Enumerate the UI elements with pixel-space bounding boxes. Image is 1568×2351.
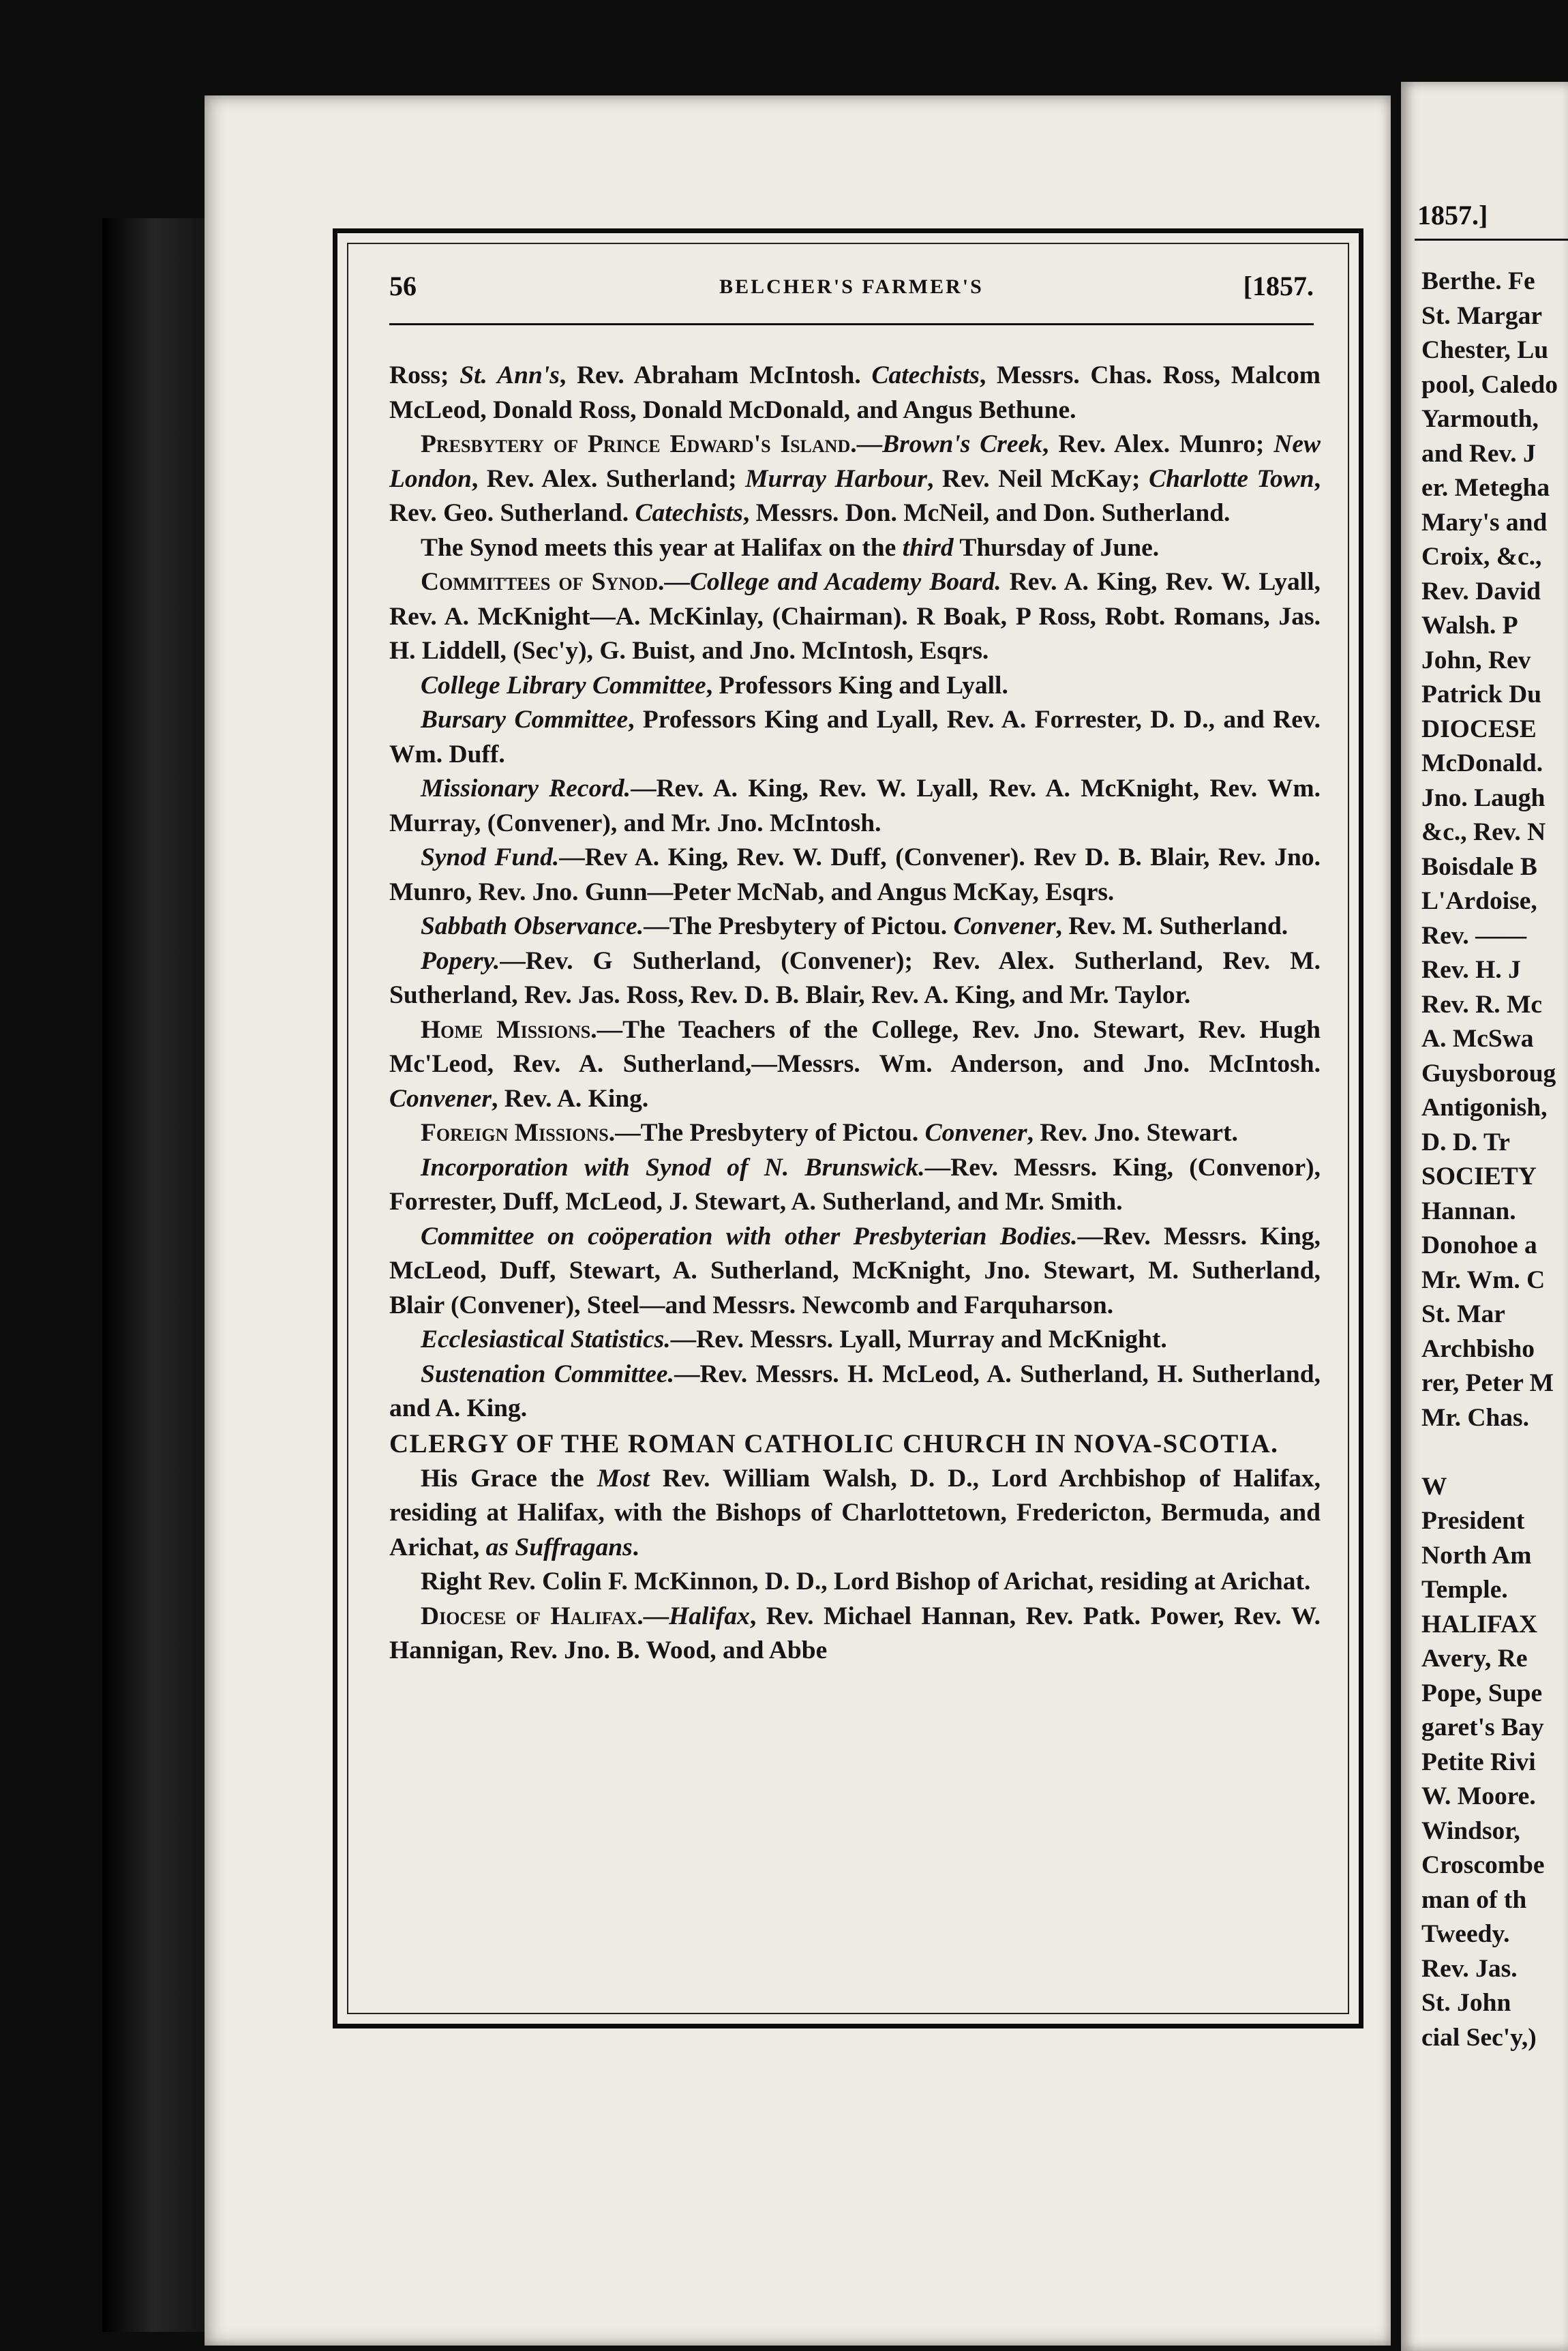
right-page-line: Boisdale B [1421,852,1537,881]
italic-text: Convener [389,1084,492,1113]
right-page-line: Croix, &c., [1421,543,1542,571]
italic-text: Catechists [635,499,743,527]
right-page-year: 1857.] [1417,200,1488,230]
text-run: — [664,568,690,596]
text-run: — [856,430,883,458]
paragraph [389,565,1321,669]
right-page-line: HALIFAX [1421,1610,1538,1638]
paragraph [389,703,1321,772]
right-page-line: Hannan. [1421,1197,1516,1225]
paragraph [389,1151,1321,1220]
right-page-line: rer, Peter M [1421,1369,1554,1397]
right-page-line: President [1421,1507,1525,1535]
right-page-line: Rev. Jas. [1421,1954,1518,1983]
paragraph [389,1116,1321,1151]
right-page-line: garet's Bay [1421,1713,1544,1741]
small-caps-text: Committees of Synod. [421,568,665,596]
italic-text: New London [389,430,1321,493]
right-page-line: Berthe. Fe [1421,267,1535,295]
small-caps-text: Diocese of Halifax. [421,1602,644,1630]
right-page-line: McDonald. [1421,749,1543,777]
right-page-line: Avery, Re [1421,1645,1528,1673]
paragraph [389,359,1321,428]
paragraph [389,1358,1321,1426]
paragraph [389,841,1321,910]
italic-text: Halifax [669,1602,750,1630]
small-caps-text: Home Missions. [421,1015,597,1044]
italic-text: Synod Fund. [421,843,560,871]
text-run: —Rev. Messrs. H. McLeod, A. Sutherland, H. Sutherland, and A. King. [389,1360,1321,1422]
paragraph [389,910,1321,944]
right-page-line: SOCIETY [1421,1163,1537,1191]
italic-text: Convener [924,1119,1027,1147]
right-page-lines [1421,265,1558,2055]
right-page-line: Croscombe [1421,1851,1545,1879]
right-page-line: Chester, Lu [1421,336,1549,364]
small-caps-text: Foreign Missions. [421,1119,616,1147]
right-page-line: Pope, Supe [1421,1679,1543,1707]
paragraph [389,1600,1321,1668]
right-page-line: W [1421,1472,1447,1501]
right-page-line: and Rev. J [1421,439,1536,468]
paragraph [389,531,1321,566]
right-page-line: Mr. Chas. [1421,1403,1530,1432]
text-run: Rev. William Walsh, D. D., Lord Archbishop of Halifax, residing at Halifax, with the Bishops of Charlottetown, Fredericton, Bermuda, and Arichat, [389,1464,1321,1561]
text-run: —Rev. Messrs. Lyall, Murray and McKnight. [670,1326,1167,1353]
body-text [389,359,1321,1668]
text-run: , Professors King and Lyall, Rev. A. Forrester, D. D., and Rev. Wm. Duff. [389,706,1321,768]
text-run: —Rev. Messrs. King, (Convenor), Forrester, Duff, McLeod, J. Stewart, A. Sutherland, and Mr. Smith. [389,1153,1321,1216]
right-page-line: L'Ardoise, [1421,887,1537,915]
right-page-line: Petite Rivi [1421,1748,1536,1776]
italic-text: St. Ann's [459,361,560,389]
right-page-line: Walsh. P [1421,612,1518,640]
text-run: —The Teachers of the College, Rev. Jno. Stewart, Rev. Hugh Mc'Leod, Rev. A. Sutherland,—Messrs. Wm. Anderson, and Jno. McIntosh. [389,1015,1321,1078]
right-page-line: Windsor, [1421,1816,1520,1845]
text-run: Thursday of June. [953,533,1160,562]
italic-text: Murray Harbour [745,464,927,493]
italic-text: third [902,533,954,562]
right-page-line: DIOCESE [1421,715,1537,743]
paragraph [389,772,1321,841]
text-run: , Rev. Michael Hannan, Rev. Patk. Power, Rev. W. Hannigan, Rev. Jno. B. Wood, and Abbe [389,1602,1321,1664]
paragraph [389,1013,1321,1117]
text-run: , Messrs. Don. McNeil, and Don. Sutherland. [742,499,1231,527]
right-page-line: North Am [1421,1541,1532,1570]
italic-text: Missionary Record. [421,775,631,803]
paragraph [389,1565,1321,1600]
italic-text: Brown's Creek [882,430,1042,458]
text-run: , Rev. Alex. Munro; [1042,430,1274,458]
paragraph [389,944,1321,1013]
text-run: , Rev. Neil McKay; [926,464,1149,493]
right-page-line: St. Margar [1421,301,1543,330]
right-page-line: Rev. H. J [1421,956,1521,984]
paragraph [389,1462,1321,1566]
italic-text: as Suffragans [485,1533,633,1561]
text-run: —Rev. A. King, Rev. W. Lyall, Rev. A. McKnight, Rev. Wm. Murray, (Convener), and Mr. Jno. McIntosh. [389,775,1321,837]
right-page-line: Yarmouth, [1421,405,1539,433]
right-page-line: Rev. R. Mc [1421,990,1543,1019]
running-title: BELCHER'S FARMER'S [719,275,984,298]
text-run: Right Rev. Colin F. McKinnon, D. D., Lord Bishop of Arichat, residing at Arichat. [421,1568,1311,1596]
text-run: —The Presbytery of Pictou. [644,912,954,940]
right-page-header-rule [1415,239,1568,241]
right-page-line [1421,1435,1558,1470]
text-run: —Rev. G Sutherland, (Convener); Rev. Alex. Sutherland, Rev. M. Sutherland, Rev. Jas. Ross, Rev. D. B. Blair, Rev. A. King, and Mr. Taylor. [389,946,1321,1009]
right-page-line: Archbisho [1421,1334,1535,1363]
text-run: Rev. A. King, Rev. W. Lyall, Rev. A. McKnight—A. McKinlay, (Chairman). R Boak, P Ross, Robt. Romans, Jas. H. Liddell, (Sec'y), G. Buist, and Jno. McIntosh, Esqrs. [389,568,1321,665]
right-page-line: Mary's and [1421,508,1548,537]
right-page-line: Mr. Wm. C [1421,1266,1546,1294]
header-year: [1857. [1243,271,1314,301]
italic-text: Popery. [421,946,500,975]
text-run: , Rev. Abraham McIntosh. [559,361,872,389]
right-page-line: cial Sec'y,) [1421,2023,1537,2052]
italic-text: Incorporation with Synod of N. Brunswick. [421,1153,925,1182]
right-page-line: Donohoe a [1421,1231,1537,1259]
italic-text: Committee on coöperation with other Presbyterian Bodies. [421,1222,1078,1251]
italic-text: Most [597,1464,650,1493]
italic-text: Charlotte Town [1149,464,1314,493]
paragraph [389,669,1321,704]
right-page-line: Rev. —— [1421,921,1527,950]
right-page-line: John, Rev [1421,646,1531,674]
italic-text: Ecclesiastical Statistics. [421,1326,671,1353]
italic-text: Sustenation Committee. [421,1360,674,1388]
right-page-line: Jno. Laugh [1421,783,1546,812]
text-run: , Rev. M. Sutherland. [1055,912,1288,940]
right-page-line: D. D. Tr [1421,1128,1510,1156]
right-page-line: St. Mar [1421,1300,1505,1328]
right-page-line: Patrick Du [1421,680,1542,708]
italic-text: Convener [953,912,1056,940]
right-page-line: A. McSwa [1421,1025,1534,1053]
text-run: , Messrs. Chas. Ross, Malcom McLeod, Donald Ross, Donald McDonald, and Angus Bethune. [389,361,1321,424]
text-run: Ross; [389,361,460,389]
text-run: , Rev. Alex. Sutherland; [471,464,746,493]
right-page-line: Rev. David [1421,577,1541,605]
paragraph [389,428,1321,531]
italic-text: College Library Committee [421,671,706,700]
right-page-fragment [1401,82,1568,2351]
header-rule [389,323,1314,325]
right-page-line: er. Metegha [1421,474,1550,502]
text-run: , Rev. A. King. [492,1084,649,1113]
text-run: , Rev. Geo. Sutherland. [389,464,1321,527]
italic-text: Catechists [871,361,980,389]
right-page-line: man of th [1421,1885,1527,1914]
text-run: —Rev. Messrs. King, McLeod, Duff, Stewart, A. Sutherland, McKnight, Jno. Stewart, M. Sutherland, Blair (Convener), Steel—and Messrs. Newcomb and Farquharson. [389,1222,1321,1319]
paragraph [389,1323,1321,1358]
book-spine-shadow [102,218,218,2332]
text-run: CLERGY OF THE ROMAN CATHOLIC CHURCH IN NOVA-SCOTIA. [389,1428,1279,1458]
right-page-line: Temple. [1421,1576,1508,1604]
right-page-line: St. John [1421,1989,1511,2017]
right-page-line: pool, Caledo [1421,370,1558,399]
italic-text: Sabbath Observance. [421,912,644,940]
text-run: — [643,1602,669,1630]
text-run: —The Presbytery of Pictou. [615,1119,925,1147]
italic-text: Bursary Committee [421,706,629,734]
right-page-line: W. Moore. [1421,1782,1536,1810]
text-run: —Rev A. King, Rev. W. Duff, (Convener). Rev D. B. Blair, Rev. Jno. Munro, Rev. Jno. Gunn—Peter McNab, and Angus McKay, Esqrs. [389,843,1321,906]
text-run: . [632,1533,639,1561]
small-caps-text: Presbytery of Prince Edward's Island. [421,430,857,458]
right-page-line: Tweedy. [1421,1920,1510,1948]
right-page-line: Antigonish, [1421,1094,1548,1122]
paragraph [389,1220,1321,1323]
text-run: The Synod meets this year at Halifax on the [421,533,903,562]
right-page-line: &c., Rev. N [1421,818,1546,846]
section-heading [389,1426,1321,1462]
page-number: 56 [389,271,417,301]
page-border-inner [347,243,1349,2014]
page-header [389,270,1314,310]
text-run: , Rev. Jno. Stewart. [1027,1119,1238,1147]
right-page-line: Guysboroug [1421,1059,1556,1088]
italic-text: College and Academy Board. [689,568,1001,596]
page-border [333,228,1363,2028]
text-run: His Grace the [421,1464,597,1493]
text-run: , Professors King and Lyall. [706,671,1008,700]
